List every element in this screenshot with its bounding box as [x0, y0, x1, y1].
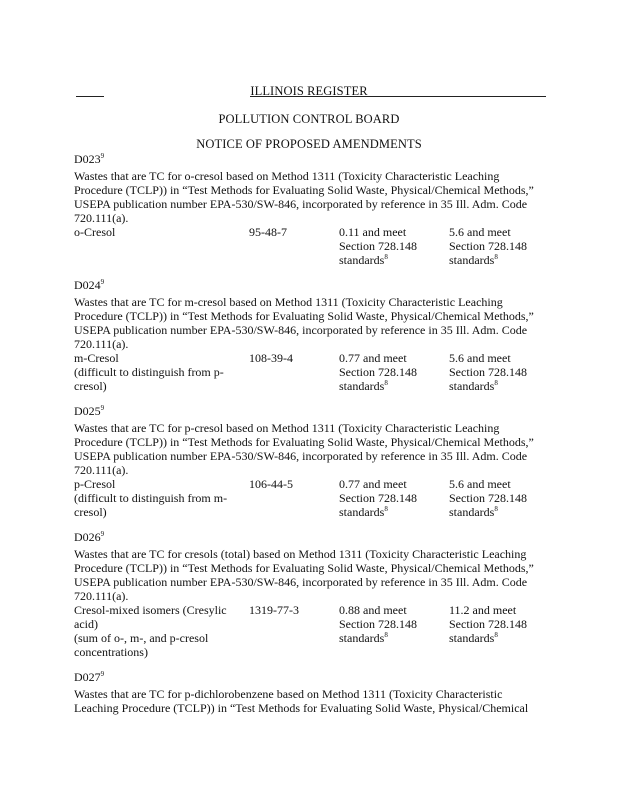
waste-entry — [74, 670, 544, 715]
nonwastewater-standards-text: standards — [449, 505, 495, 519]
waste-code — [74, 152, 544, 166]
waste-code-list — [74, 152, 544, 726]
nonwastewater-standard — [449, 351, 544, 393]
wastewater-section: Section 728.148 — [339, 239, 417, 253]
footnote-marker: 8 — [384, 379, 388, 387]
wastewater-standard — [339, 351, 449, 393]
register-title: ILLINOIS REGISTER — [250, 84, 368, 98]
constituent-name-line: p-Cresol — [74, 477, 116, 491]
constituent-name-line: (sum of o-, m-, and p-cresol — [74, 631, 209, 645]
footnote-marker: 8 — [494, 379, 498, 387]
wastewater-standards-line — [339, 631, 449, 645]
wastewater-standards-text: standards — [339, 505, 385, 519]
constituent-name — [74, 603, 249, 659]
constituent-row — [74, 477, 544, 519]
wastewater-section: Section 728.148 — [339, 617, 417, 631]
constituent-name-line: cresol) — [74, 379, 107, 393]
nonwastewater-standards-line — [449, 379, 544, 393]
wastewater-standard — [339, 603, 449, 659]
wastewater-standard — [339, 225, 449, 267]
waste-code — [74, 670, 544, 684]
waste-code-text: D025 — [74, 404, 101, 418]
constituent-name-line: m-Cresol — [74, 351, 119, 365]
constituent-row — [74, 225, 544, 267]
nonwastewater-standards-text: standards — [449, 253, 495, 267]
constituent-name — [74, 351, 249, 393]
footnote-marker: 8 — [384, 505, 388, 513]
footnote-marker: 8 — [494, 631, 498, 639]
nonwastewater-standard — [449, 477, 544, 519]
constituent-row — [74, 603, 544, 659]
nonwastewater-standards-text: standards — [449, 379, 495, 393]
wastewater-value: 0.88 and meet — [339, 603, 407, 617]
footnote-marker: 9 — [100, 530, 105, 538]
waste-description: Wastes that are TC for m-cresol based on Method 1311 (Toxicity Characteristic Leaching Procedure (TCLP)) in “Test Methods for Evaluating Solid Waste, Physical/Chemical Methods,” USEPA publication number EPA-530/SW-846, incorporated by reference in 35 Ill. Adm. Code 720.111(a). — [74, 295, 534, 351]
nonwastewater-standards-line — [449, 505, 544, 519]
waste-entry — [74, 530, 544, 659]
nonwastewater-section: Section 728.148 — [449, 617, 527, 631]
constituent-name-line: (difficult to distinguish from p- — [74, 365, 224, 379]
constituent-name-line: Cresol-mixed isomers (Cresylic — [74, 603, 227, 617]
constituent-name — [74, 225, 249, 267]
waste-description: Wastes that are TC for p-cresol based on Method 1311 (Toxicity Characteristic Leaching Procedure (TCLP)) in “Test Methods for Evaluating Solid Waste, Physical/Chemical Methods,” USEPA publication number EPA-530/SW-846, incorporated by reference in 35 Ill. Adm. Code 720.111(a). — [74, 421, 534, 477]
notice-title: NOTICE OF PROPOSED AMENDMENTS — [196, 137, 422, 151]
wastewater-standard — [339, 477, 449, 519]
wastewater-section: Section 728.148 — [339, 491, 417, 505]
constituent-name-line: (difficult to distinguish from m- — [74, 491, 228, 505]
nonwastewater-standard — [449, 225, 544, 267]
wastewater-value: 0.77 and meet — [339, 477, 407, 491]
nonwastewater-section: Section 728.148 — [449, 491, 527, 505]
cas-number: 106-44-5 — [249, 477, 293, 491]
nonwastewater-section: Section 728.148 — [449, 239, 527, 253]
waste-code-text: D027 — [74, 670, 101, 684]
nonwastewater-value: 11.2 and meet — [449, 603, 517, 617]
footnote-marker: 9 — [100, 670, 105, 678]
nonwastewater-value: 5.6 and meet — [449, 351, 511, 365]
waste-code-text: D026 — [74, 530, 101, 544]
waste-description: Wastes that are TC for o-cresol based on Method 1311 (Toxicity Characteristic Leaching Procedure (TCLP)) in “Test Methods for Evaluating Solid Waste, Physical/Chemical Methods,” USEPA publication number EPA-530/SW-846, incorporated by reference in 35 Ill. Adm. Code 720.111(a). — [74, 169, 534, 225]
nonwastewater-section: Section 728.148 — [449, 365, 527, 379]
footnote-marker: 9 — [100, 404, 105, 412]
wastewater-standards-text: standards — [339, 253, 385, 267]
nonwastewater-value: 5.6 and meet — [449, 477, 511, 491]
waste-code-text: D024 — [74, 278, 101, 292]
waste-code — [74, 404, 544, 418]
waste-code-text: D023 — [74, 152, 101, 166]
footnote-marker: 8 — [494, 253, 498, 261]
cas-number: 1319-77-3 — [249, 603, 299, 617]
wastewater-value: 0.11 and meet — [339, 225, 407, 239]
wastewater-section: Section 728.148 — [339, 365, 417, 379]
constituent-name-line: concentrations) — [74, 645, 148, 659]
nonwastewater-value: 5.6 and meet — [449, 225, 511, 239]
wastewater-standards-line — [339, 505, 449, 519]
wastewater-standards-text: standards — [339, 379, 385, 393]
constituent-name-line: o-Cresol — [74, 225, 116, 239]
footnote-marker: 8 — [384, 253, 388, 261]
constituent-name — [74, 477, 249, 519]
waste-code — [74, 530, 544, 544]
waste-description: Wastes that are TC for p-dichlorobenzene based on Method 1311 (Toxicity Characteristic Leaching Procedure (TCLP)) in “Test Methods for Evaluating Solid Waste, Physical/Chemical — [74, 687, 529, 715]
constituent-name-line: acid) — [74, 617, 98, 631]
waste-entry — [74, 152, 544, 267]
wastewater-standards-text: standards — [339, 631, 385, 645]
nonwastewater-standard — [449, 603, 544, 659]
footnote-marker: 8 — [384, 631, 388, 639]
board-title: POLLUTION CONTROL BOARD — [218, 112, 400, 126]
footnote-marker: 9 — [100, 278, 105, 286]
wastewater-standards-line — [339, 253, 449, 267]
footnote-marker: 8 — [494, 505, 498, 513]
waste-entry — [74, 404, 544, 519]
wastewater-standards-line — [339, 379, 449, 393]
constituent-name-line: cresol) — [74, 505, 107, 519]
waste-entry — [74, 278, 544, 393]
nonwastewater-standards-line — [449, 631, 544, 645]
constituent-row — [74, 351, 544, 393]
footnote-marker: 9 — [100, 152, 105, 160]
waste-code — [74, 278, 544, 292]
cas-number: 95-48-7 — [249, 225, 287, 239]
nonwastewater-standards-line — [449, 253, 544, 267]
wastewater-value: 0.77 and meet — [339, 351, 407, 365]
cas-number: 108-39-4 — [249, 351, 293, 365]
nonwastewater-standards-text: standards — [449, 631, 495, 645]
waste-description: Wastes that are TC for cresols (total) based on Method 1311 (Toxicity Characteristic Leaching Procedure (TCLP)) in “Test Methods for Evaluating Solid Waste, Physical/Chemical Methods,” USEPA publication number EPA-530/SW-846, incorporated by reference in 35 Ill. Adm. Code 720.111(a). — [74, 547, 534, 603]
